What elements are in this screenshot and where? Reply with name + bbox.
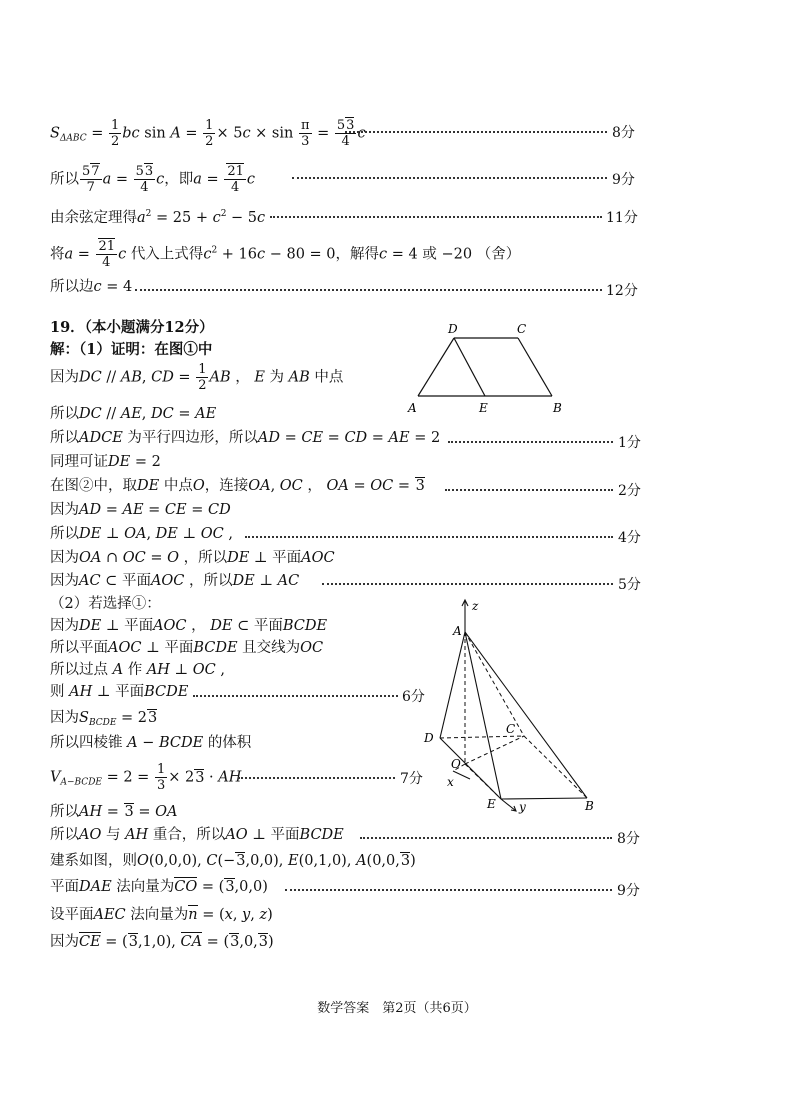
q19-line: 所以AO 与 AH 重合，所以AO ⊥ 平面BCDE — [50, 827, 344, 843]
dotted-leader — [448, 441, 613, 443]
q19-line: 因为AD = AE = CE = CD — [50, 502, 231, 518]
label-d: D — [448, 322, 458, 336]
score-mark: 2分 — [618, 483, 641, 499]
q19-line: 同理可证DE = 2 — [50, 454, 161, 470]
q19-line: 因为CE = (3,1,0), CA = (3,0,3) — [50, 934, 274, 950]
dotted-leader — [270, 216, 602, 218]
score-mark: 9分 — [612, 172, 635, 188]
q19-line: 因为$S_{BCDE} = 23$ — [50, 710, 158, 728]
side-result-line: 所以边c = 4 — [50, 279, 133, 295]
dotted-leader — [193, 695, 398, 697]
solution-part1-heading: 解：（1）证明：在图①中 — [50, 341, 213, 358]
dotted-leader — [360, 837, 612, 839]
q19-line: 所以四棱锥 A − BCDE 的体积 — [50, 735, 252, 751]
figure-2-pyramid — [415, 596, 605, 821]
score-mark: 9分 — [617, 883, 640, 899]
page-footer: 数学答案 第2页（共6页） — [317, 1001, 477, 1016]
q19-line: 所以ADCE 为平行四边形，所以AD = CE = CD = AE = 2 — [50, 430, 441, 446]
dotted-leader — [345, 131, 607, 133]
dotted-leader — [245, 536, 613, 538]
ratio-line: 所以 $\frac{57}{7}$ a = $\frac{53}{4}$ c，即a = $\frac{21}{4}$ c — [50, 164, 255, 195]
area-formula-line: $S_{\Delta ABC}$ = $\frac{1}{2}$ bc sin A = $\frac{1}{2}$ × 5c × sin $\frac{\pi}{3}$ = $\frac{53}{4}$ c — [50, 118, 366, 149]
substitution-line: 将a = $\frac{21}{4}$ c 代入上式得$c^2 + 16c - 80 = 0$，解得c = 4 或 −20 （舍） — [50, 239, 521, 270]
score-mark: 12分 — [606, 283, 638, 299]
q19-line: 则 AH ⊥ 平面BCDE — [50, 684, 189, 700]
label-e: E — [479, 401, 488, 415]
label-a: A — [408, 401, 417, 415]
score-mark: 7分 — [400, 771, 423, 787]
q19-line: 因为OA ∩ OC = O ，所以DE ⊥ 平面AOC — [50, 550, 335, 566]
q19-line: 平面DAE 法向量为CO = (3,0,0) — [50, 879, 268, 895]
dotted-leader — [285, 889, 612, 891]
label-b: B — [585, 799, 594, 813]
dotted-leader — [292, 177, 607, 179]
score-mark: 6分 — [402, 689, 425, 705]
label-a: A — [453, 624, 462, 638]
q19-line: 所以DE ⊥ OA, DE ⊥ OC , — [50, 526, 233, 542]
label-o: O — [451, 757, 461, 771]
q19-line: 因为DC // AB, CD = $\frac{1}{2}$ AB ， E 为 AB 中点 — [50, 362, 344, 393]
label-z: z — [472, 599, 479, 613]
cosine-law-line: 由余弦定理得$a^2 = 25 + c^2 - 5c$ — [50, 209, 266, 226]
q19-line: 所以AH = 3 = OA — [50, 804, 178, 820]
label-e: E — [487, 797, 496, 811]
volume-line: $V_{A-BCDE} = 2$ = $\frac{1}{3}$ × 23 · AH — [50, 762, 242, 793]
score-mark: 11分 — [606, 210, 638, 226]
q19-line: 所以平面AOC ⊥ 平面BCDE 且交线为OC — [50, 640, 324, 656]
part2-heading: （2）若选择①： — [50, 596, 161, 612]
q19-line: 所以DC // AE, DC = AE — [50, 406, 217, 422]
label-d: D — [424, 731, 434, 745]
label-c: C — [506, 722, 516, 736]
label-x: x — [447, 775, 454, 789]
question-19-title: 19．（本小题满分12分） — [50, 319, 214, 336]
q19-line: 因为DE ⊥ 平面AOC ， DE ⊂ 平面BCDE — [50, 618, 328, 634]
q19-line: 建系如图，则O(0,0,0), C(−3,0,0), E(0,1,0), A(0,0,3) — [50, 853, 416, 869]
label-b: B — [553, 401, 562, 415]
q19-line: 设平面AEC 法向量为n = (x, y, z) — [50, 907, 273, 923]
dotted-leader — [238, 777, 395, 779]
score-mark: 8分 — [617, 831, 640, 847]
dotted-leader — [445, 489, 613, 491]
q19-line: 因为AC ⊂ 平面AOC ，所以DE ⊥ AC — [50, 573, 300, 589]
label-c: C — [517, 322, 527, 336]
score-mark: 1分 — [618, 435, 641, 451]
score-mark: 5分 — [618, 577, 641, 593]
q19-line: 在图②中，取DE 中点O，连接OA, OC ， OA = OC = 3 — [50, 478, 425, 494]
label-y: y — [519, 800, 526, 814]
q19-line: 所以过点 A 作 AH ⊥ OC , — [50, 662, 225, 678]
score-mark: 8分 — [612, 125, 635, 141]
dotted-leader — [322, 583, 613, 585]
figure-1-trapezoid — [400, 318, 580, 418]
score-mark: 4分 — [618, 530, 641, 546]
dotted-leader — [135, 289, 602, 291]
